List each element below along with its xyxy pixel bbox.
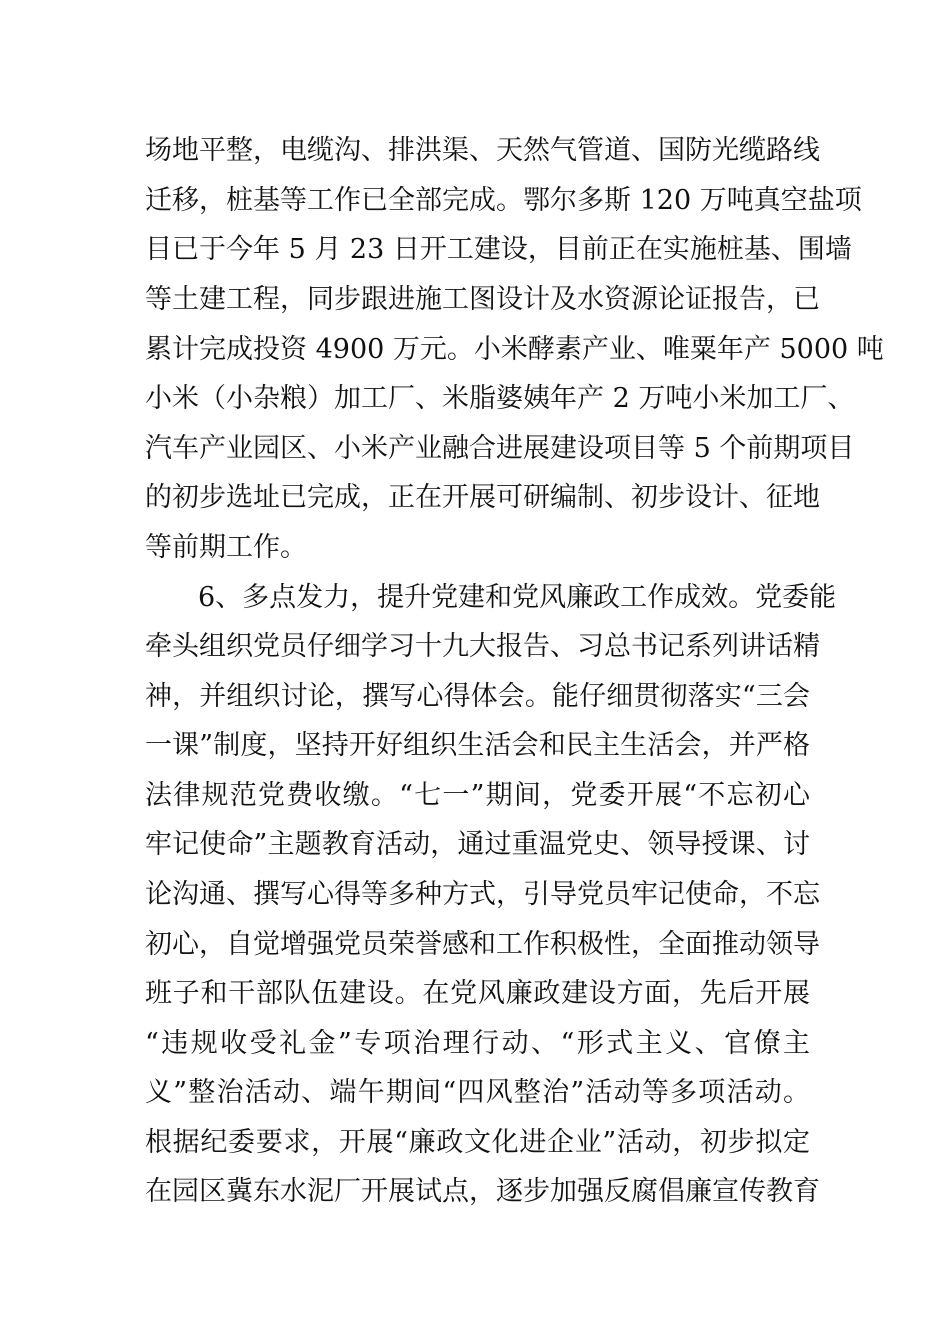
body-text-line: 义”整治活动、端午期间“四风整治”活动等多项活动。 (145, 1077, 810, 1108)
body-text-line: “违规收受礼金”专项治理行动、“形式主义、官僚主 (145, 1028, 810, 1059)
body-text-line: 法律规范党费收缴。“七一”期间，党委开展“不忘初心 (145, 780, 810, 811)
body-text-line: 牢记使命”主题教育活动，通过重温党史、领导授课、讨 (145, 829, 810, 860)
body-text-line: 目已于今年 5 月 23 日开工建设，目前正在实施桩基、围墙 (145, 234, 852, 265)
body-text-line: 论沟通、撰写心得等多种方式，引导党员牢记使命，不忘 (145, 879, 820, 910)
body-text-line: 小米（小杂粮）加工厂、米脂婆姨年产 2 万吨小米加工厂、 (145, 383, 855, 414)
body-text-line: 根据纪委要求，开展“廉政文化进企业”活动，初步拟定 (145, 1127, 810, 1158)
section-heading-line: 6、多点发力，提升党建和党风廉政工作成效。党委能 (198, 582, 837, 613)
body-text-line: 场地平整，电缆沟、排洪渠、天然气管道、国防光缆路线 (145, 135, 820, 166)
body-text-line: 牵头组织党员仔细学习十九大报告、习总书记系列讲话精 (145, 631, 820, 662)
body-text-line: 累计完成投资 4900 万元。小米酵素产业、唯粟年产 5000 吨 (145, 334, 884, 365)
body-text-line: 迁移，桩基等工作已全部完成。鄂尔多斯 120 万吨真空盐项 (145, 185, 862, 216)
body-text-line: 在园区冀东水泥厂开展试点，逐步加强反腐倡廉宣传教育 (145, 1176, 820, 1207)
body-text-line: 班子和干部队伍建设。在党风廉政建设方面，先后开展 (145, 978, 810, 1009)
body-text-line: 神，并组织讨论，撰写心得体会。能仔细贯彻落实“三会 (145, 681, 810, 712)
body-text-line: 的初步选址已完成，正在开展可研编制、初步设计、征地 (145, 482, 820, 513)
body-text-line: 一课”制度，坚持开好组织生活会和民主生活会，并严格 (145, 730, 810, 761)
body-text-line: 等土建工程，同步跟进施工图设计及水资源论证报告，已 (145, 284, 820, 315)
body-text-line: 等前期工作。 (145, 532, 307, 563)
body-text-line: 初心，自觉增强党员荣誉感和工作积极性，全面推动领导 (145, 929, 820, 960)
body-text-line: 汽车产业园区、小米产业融合进展建设项目等 5 个前期项目 (145, 433, 855, 464)
